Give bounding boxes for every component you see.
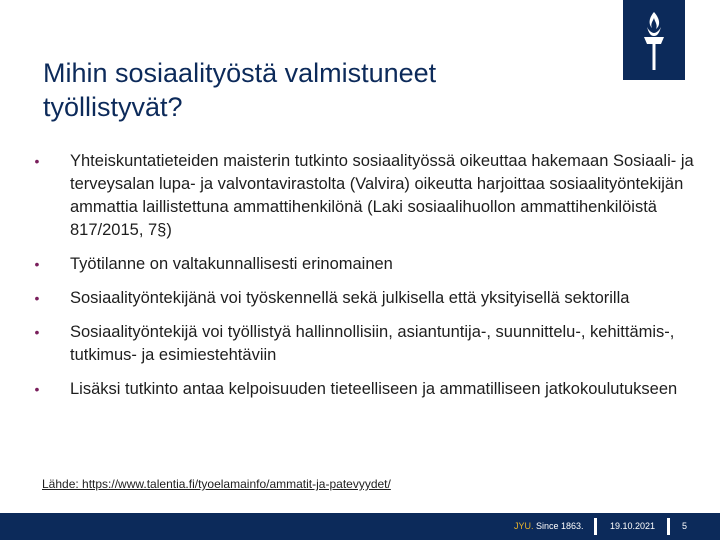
footer-bar (0, 513, 720, 540)
list-item-text: Lisäksi tutkinto antaa kelpoisuuden tieteelliseen ja ammatilliseen jatkokoulutukseen (70, 380, 678, 398)
footer-brand (514, 521, 584, 531)
list-item-text: Työtilanne on valtakunnallisesti erinomainen (70, 255, 393, 273)
list-item-text: Yhteiskuntatieteiden maisterin tutkinto sosiaalityössä oikeuttaa hakemaan Sosiaali- ja terveysalan lupa- ja valvontavirastolta (Valvira) oikeutta harjoittaa sosiaalityöntekijän ammattia laillistettuna ammattihenkilönä (Laki sosiaalihuollon ammattihenkilöistä 817/2015, 7§) (70, 152, 694, 239)
footer-brand-jyu: JYU. (514, 521, 534, 531)
list-item (30, 253, 695, 276)
slide-title-line-1: Mihin sosiaalityöstä valmistuneet (43, 58, 437, 88)
bullet-dot-icon: • (34, 290, 40, 306)
list-item-text: Sosiaalityöntekijänä voi työskennellä sekä julkisella että yksityisellä sektorilla (70, 289, 630, 307)
slide-title-line-2: työllistyvät? (43, 92, 183, 122)
footer-brand-since: Since 1863. (533, 521, 584, 531)
list-item (30, 287, 695, 310)
list-item (30, 378, 695, 401)
source-link[interactable]: Lähde: https://www.talentia.fi/tyoelamainfo/ammatit-ja-patevyydet/ (42, 477, 391, 491)
footer-page-number: 5 (682, 521, 688, 531)
bullet-dot-icon: • (34, 381, 40, 397)
bullet-dot-icon: • (34, 153, 40, 169)
bullet-dot-icon: • (34, 256, 40, 272)
slide-title (43, 56, 603, 124)
bullet-dot-icon: • (34, 324, 40, 340)
footer-divider (594, 518, 597, 535)
university-logo (623, 0, 685, 80)
bullet-list (30, 150, 695, 412)
footer-divider (667, 518, 670, 535)
list-item (30, 321, 695, 367)
footer-date: 19.10.2021 (610, 521, 656, 531)
list-item-text: Sosiaalityöntekijä voi työllistyä hallinnollisiin, asiantuntija-, suunnittelu-, kehittämis-, tutkimus- ja esimiestehtäviin (70, 323, 675, 364)
torch-icon (623, 0, 685, 80)
list-item (30, 150, 695, 242)
